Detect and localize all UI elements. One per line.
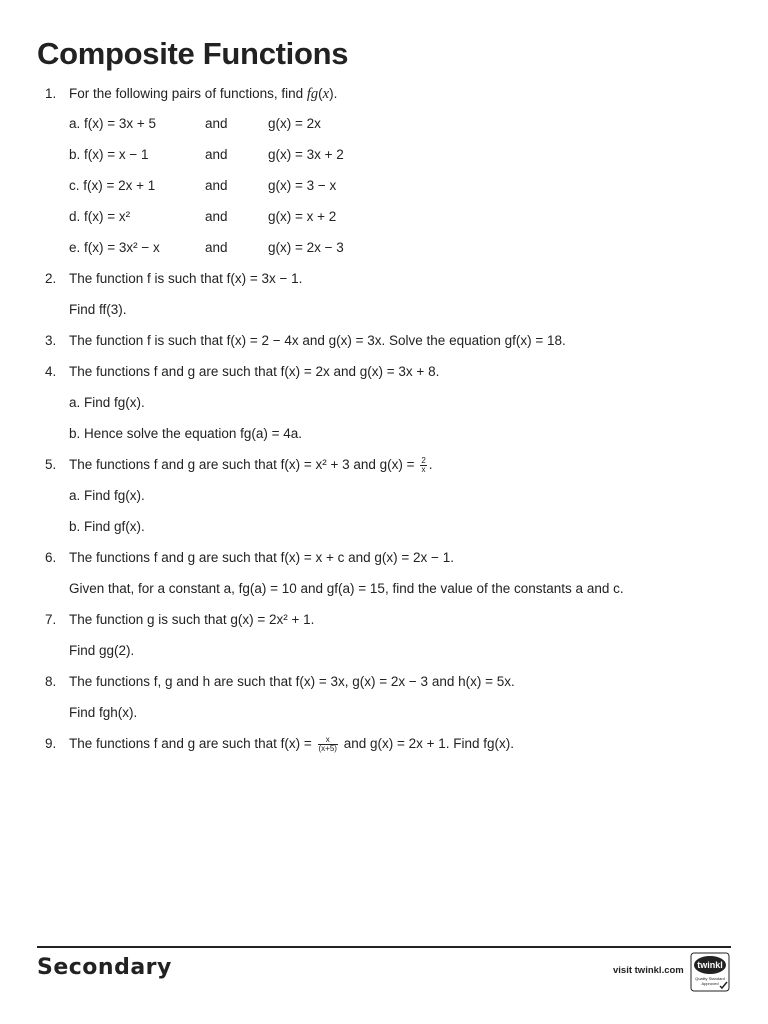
logo-caption-1: Quality Standard [695, 976, 725, 981]
question-7-part [0, 641, 768, 661]
part-text: a. Find fg(x). [69, 395, 145, 410]
question-3 [0, 331, 768, 351]
question-4 [0, 362, 768, 382]
question-8-part [0, 703, 768, 723]
function-pair-a [0, 114, 768, 134]
question-text: The functions f and g are such that f(x) = x + c and g(x) = 2x − 1. [69, 550, 454, 565]
footer-visit-link[interactable]: visit twinkl.com [613, 965, 684, 976]
question-text: The functions f, g and h are such that f(x) = 3x, g(x) = 2x − 3 and h(x) = 5x. [69, 674, 515, 689]
question-text: The function g is such that g(x) = 2x² + 1. [69, 612, 315, 627]
part-text: Find gg(2). [69, 643, 135, 658]
question-4-part-b [0, 424, 768, 444]
question-number: 2. [45, 271, 57, 286]
pair-g: g(x) = 2x [268, 116, 321, 131]
question-number: 5. [45, 457, 57, 472]
logo-caption-2: Approved [701, 981, 719, 986]
question-number: 8. [45, 674, 57, 689]
pair-and: and [205, 147, 228, 162]
pair-f: c. f(x) = 2x + 1 [69, 178, 156, 193]
pair-f: e. f(x) = 3x² − x [69, 240, 160, 255]
question-6-part [0, 579, 768, 599]
question-text: The function f is such that f(x) = 2 − 4x and g(x) = 3x. Solve the equation gf(x) = 18. [69, 333, 566, 348]
fraction: $\frac{2}{x}$ [421, 455, 426, 474]
part-text: Find ff(3). [69, 302, 127, 317]
pair-and: and [205, 240, 228, 255]
footer-brand: Secondary [37, 955, 172, 980]
question-text: The functions f and g are such that f(x) = x² + 3 and g(x) = $\frac{2}{x}$ . [69, 455, 433, 474]
question-number: 3. [45, 333, 57, 348]
question-7 [0, 610, 768, 630]
part-text: Given that, for a constant a, fg(a) = 10 and gf(a) = 15, find the value of the constants a and c. [69, 581, 624, 596]
pair-g: g(x) = x + 2 [268, 209, 337, 224]
pair-and: and [205, 116, 228, 131]
pair-f: a. f(x) = 3x + 5 [69, 116, 157, 131]
page-title: Composite Functions [37, 36, 349, 71]
part-text: Find fgh(x). [69, 705, 138, 720]
question-2-part [0, 300, 768, 320]
function-pair-d [0, 207, 768, 227]
question-2 [0, 269, 768, 289]
question-9 [0, 734, 768, 754]
question-6 [0, 548, 768, 568]
function-pair-b [0, 145, 768, 165]
pair-g: g(x) = 3x + 2 [268, 147, 344, 162]
pair-g: g(x) = 3 − x [268, 178, 337, 193]
question-5-part-b [0, 517, 768, 537]
part-text: b. Find gf(x). [69, 519, 145, 534]
part-text: b. Hence solve the equation fg(a) = 4a. [69, 426, 303, 441]
question-text: The functions f and g are such that f(x) = $\frac{x}{(x+5)}$ and g(x) = 2x + 1. Find fg(x). [69, 734, 515, 753]
pair-f: b. f(x) = x − 1 [69, 147, 149, 162]
question-5 [0, 455, 768, 475]
question-number: 1. [45, 86, 57, 101]
pair-and: and [205, 178, 228, 193]
pair-g: g(x) = 2x − 3 [268, 240, 344, 255]
footer-divider [37, 946, 731, 948]
function-pair-c [0, 176, 768, 196]
question-8 [0, 672, 768, 692]
pair-and: and [205, 209, 228, 224]
question-number: 4. [45, 364, 57, 379]
pair-f: d. f(x) = x² [69, 209, 131, 224]
question-number: 7. [45, 612, 57, 627]
function-pair-e [0, 238, 768, 258]
question-1 [0, 84, 768, 104]
logo-word: twinkl [697, 960, 723, 970]
twinkl-quality-logo-icon [690, 952, 730, 992]
question-text: For the following pairs of functions, find fg(x). [69, 86, 338, 102]
question-number: 6. [45, 550, 57, 565]
question-number: 9. [45, 736, 57, 751]
fraction: $\frac{x}{(x+5)}$ [318, 734, 337, 753]
question-text: The functions f and g are such that f(x) = 2x and g(x) = 3x + 8. [69, 364, 440, 379]
question-5-part-a [0, 486, 768, 506]
part-text: a. Find fg(x). [69, 488, 145, 503]
question-text: The function f is such that f(x) = 3x − 1. [69, 271, 303, 286]
question-4-part-a [0, 393, 768, 413]
